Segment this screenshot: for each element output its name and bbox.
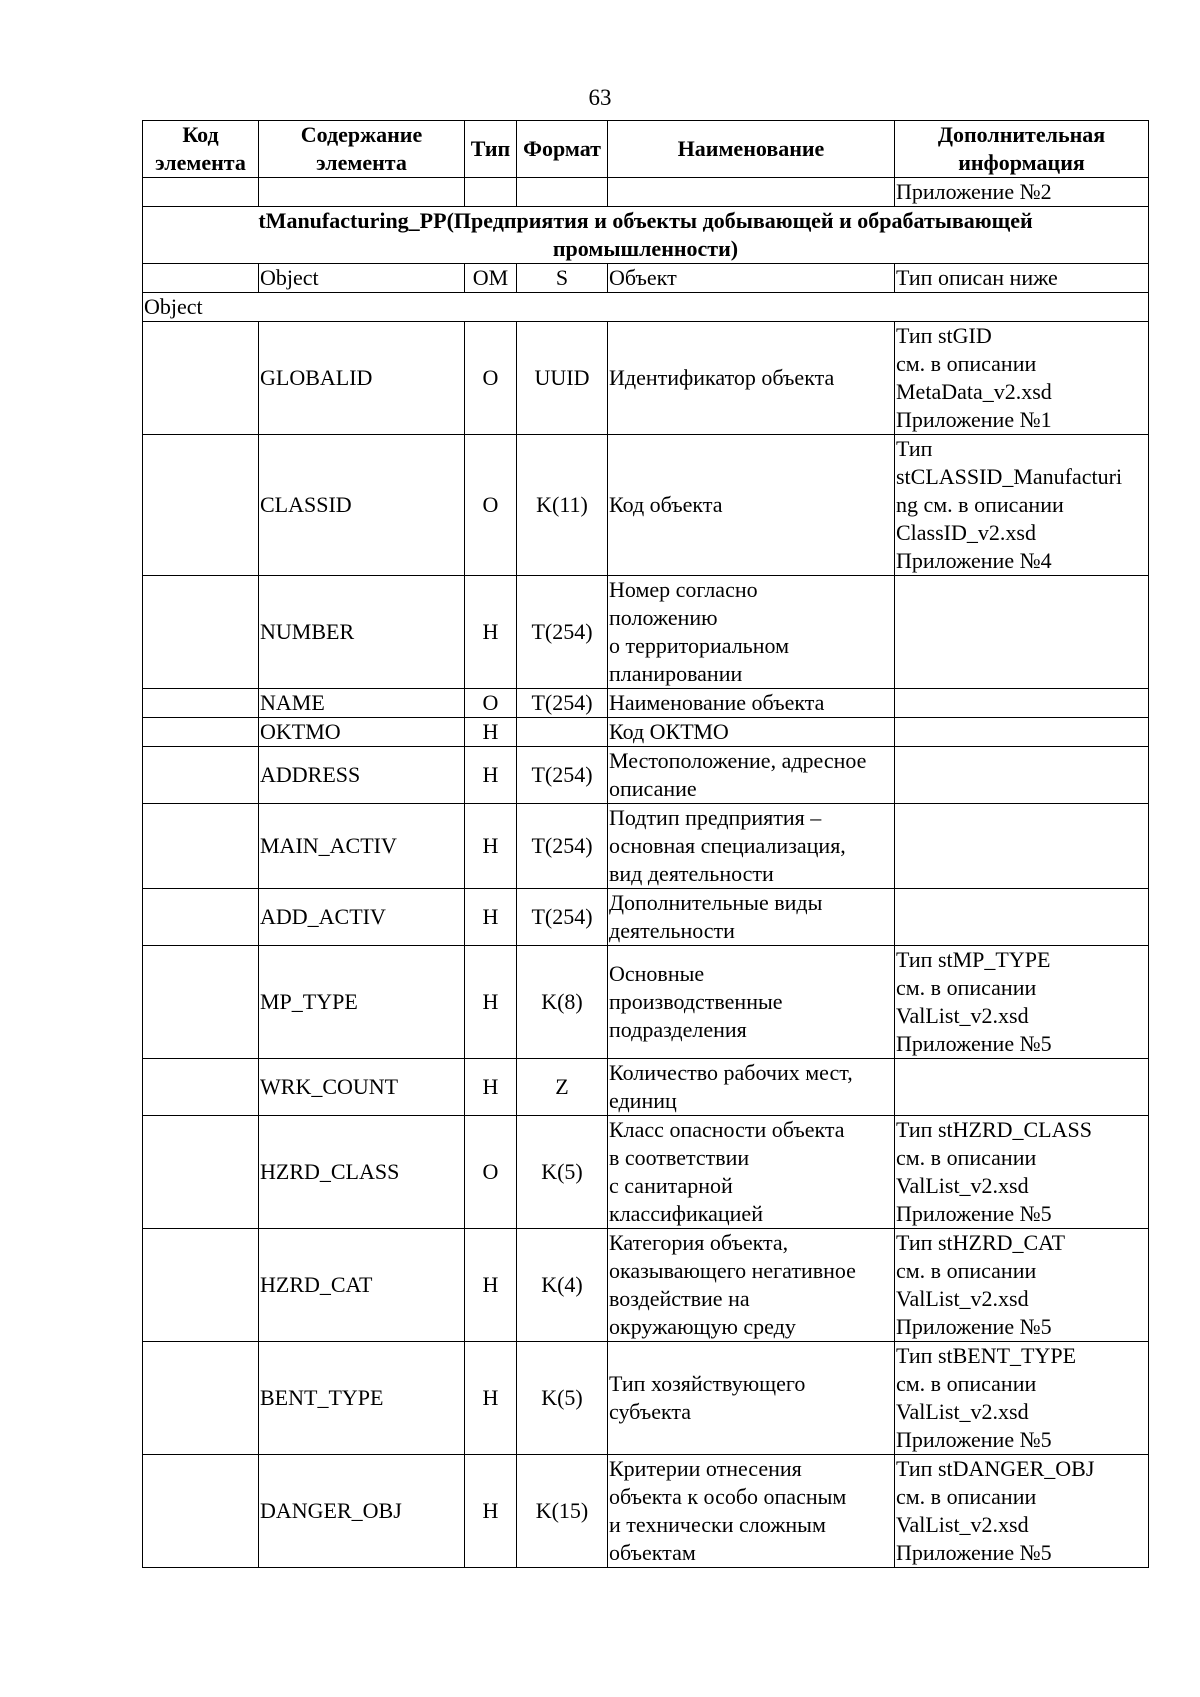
- element-content-cell: DANGER_OBJ: [259, 1455, 465, 1568]
- element-format-cell: K(5): [517, 1116, 608, 1229]
- element-info-cell: Тип stCLASSID_Manufacturi ng см. в описании ClassID_v2.xsd Приложение №4: [895, 435, 1149, 576]
- header-format: Формат: [517, 121, 608, 178]
- element-code-cell: [143, 1059, 259, 1116]
- section-title: tManufacturing_PP(Предприятия и объекты добывающей и обрабатывающей промышленности): [143, 207, 1149, 264]
- subsection-title: Object: [143, 293, 1149, 322]
- table-row: [143, 1342, 1149, 1455]
- element-info-cell: [895, 804, 1149, 889]
- element-type-cell: Н: [465, 889, 517, 946]
- element-type-cell: О: [465, 1116, 517, 1229]
- element-code-cell: [143, 889, 259, 946]
- element-info-cell: [895, 689, 1149, 718]
- element-format-cell: [517, 718, 608, 747]
- element-code-cell: [143, 689, 259, 718]
- element-code-cell: [143, 718, 259, 747]
- element-info-cell: [895, 747, 1149, 804]
- element-code-cell: [143, 804, 259, 889]
- element-code-cell: [143, 1342, 259, 1455]
- table-row: [143, 1116, 1149, 1229]
- element-info-cell: Тип stGID см. в описании MetaData_v2.xsd Приложение №1: [895, 322, 1149, 435]
- element-format-cell: T(254): [517, 889, 608, 946]
- element-format-cell: K(5): [517, 1342, 608, 1455]
- table-row: [143, 1059, 1149, 1116]
- object-name: Объект: [608, 264, 895, 293]
- element-content-cell: NAME: [259, 689, 465, 718]
- element-type-cell: Н: [465, 1342, 517, 1455]
- element-format-cell: T(254): [517, 576, 608, 689]
- element-content-cell: NUMBER: [259, 576, 465, 689]
- element-format-cell: T(254): [517, 689, 608, 718]
- carry-over-row: [143, 178, 1149, 207]
- object-row: [143, 264, 1149, 293]
- element-code-cell: [143, 1116, 259, 1229]
- object-type: ОМ: [465, 264, 517, 293]
- element-code-cell: [143, 1229, 259, 1342]
- element-type-cell: Н: [465, 804, 517, 889]
- table-row: [143, 747, 1149, 804]
- element-format-cell: T(254): [517, 804, 608, 889]
- element-name-cell: Количество рабочих мест, единиц: [608, 1059, 895, 1116]
- table-row: [143, 804, 1149, 889]
- element-name-cell: Дополнительные виды деятельности: [608, 889, 895, 946]
- element-name-cell: Код объекта: [608, 435, 895, 576]
- element-info-cell: Тип stHZRD_CAT см. в описании ValList_v2.xsd Приложение №5: [895, 1229, 1149, 1342]
- table-row: [143, 322, 1149, 435]
- table-row: [143, 689, 1149, 718]
- table-row: [143, 1229, 1149, 1342]
- element-name-cell: Номер согласно положению о территориальном планировании: [608, 576, 895, 689]
- element-code-cell: [143, 1455, 259, 1568]
- element-content-cell: OKTMO: [259, 718, 465, 747]
- element-name-cell: Класс опасности объекта в соответствии с санитарной классификацией: [608, 1116, 895, 1229]
- element-content-cell: MP_TYPE: [259, 946, 465, 1059]
- object-content: Object: [259, 264, 465, 293]
- element-info-cell: [895, 889, 1149, 946]
- header-element-content: Содержание элемента: [259, 121, 465, 178]
- object-info: Тип описан ниже: [895, 264, 1149, 293]
- element-type-cell: Н: [465, 718, 517, 747]
- element-name-cell: Идентификатор объекта: [608, 322, 895, 435]
- element-format-cell: K(8): [517, 946, 608, 1059]
- element-content-cell: WRK_COUNT: [259, 1059, 465, 1116]
- element-format-cell: Z: [517, 1059, 608, 1116]
- element-format-cell: K(11): [517, 435, 608, 576]
- header-element-code: Код элемента: [143, 121, 259, 178]
- table-header-row: [143, 121, 1149, 178]
- element-format-cell: K(15): [517, 1455, 608, 1568]
- element-type-cell: Н: [465, 576, 517, 689]
- element-code-cell: [143, 747, 259, 804]
- element-code-cell: [143, 946, 259, 1059]
- element-content-cell: BENT_TYPE: [259, 1342, 465, 1455]
- element-type-cell: Н: [465, 1059, 517, 1116]
- element-type-cell: Н: [465, 1455, 517, 1568]
- element-name-cell: Критерии отнесения объекта к особо опасным и технически сложным объектам: [608, 1455, 895, 1568]
- element-name-cell: Тип хозяйствующего субъекта: [608, 1342, 895, 1455]
- element-name-cell: Подтип предприятия – основная специализация, вид деятельности: [608, 804, 895, 889]
- table-row: [143, 1455, 1149, 1568]
- element-type-cell: Н: [465, 1229, 517, 1342]
- element-info-cell: Тип stHZRD_CLASS см. в описании ValList_v2.xsd Приложение №5: [895, 1116, 1149, 1229]
- element-name-cell: Основные производственные подразделения: [608, 946, 895, 1059]
- element-info-cell: Тип stBENT_TYPE см. в описании ValList_v2.xsd Приложение №5: [895, 1342, 1149, 1455]
- element-content-cell: ADD_ACTIV: [259, 889, 465, 946]
- element-info-cell: Тип stDANGER_OBJ см. в описании ValList_v2.xsd Приложение №5: [895, 1455, 1149, 1568]
- element-code-cell: [143, 322, 259, 435]
- element-format-cell: K(4): [517, 1229, 608, 1342]
- table-row: [143, 576, 1149, 689]
- element-info-cell: [895, 718, 1149, 747]
- element-code-cell: [143, 576, 259, 689]
- element-content-cell: HZRD_CAT: [259, 1229, 465, 1342]
- element-content-cell: HZRD_CLASS: [259, 1116, 465, 1229]
- element-content-cell: ADDRESS: [259, 747, 465, 804]
- element-name-cell: Наименование объекта: [608, 689, 895, 718]
- element-type-cell: О: [465, 435, 517, 576]
- element-info-cell: [895, 576, 1149, 689]
- header-name: Наименование: [608, 121, 895, 178]
- table-row: [143, 718, 1149, 747]
- header-additional-info: Дополнительная информация: [895, 121, 1149, 178]
- element-format-cell: T(254): [517, 747, 608, 804]
- element-code-cell: [143, 435, 259, 576]
- header-type: Тип: [465, 121, 517, 178]
- element-type-cell: О: [465, 322, 517, 435]
- element-name-cell: Местоположение, адресное описание: [608, 747, 895, 804]
- element-type-cell: О: [465, 689, 517, 718]
- element-format-cell: UUID: [517, 322, 608, 435]
- element-info-cell: Тип stMP_TYPE см. в описании ValList_v2.xsd Приложение №5: [895, 946, 1149, 1059]
- table-row: [143, 946, 1149, 1059]
- element-content-cell: GLOBALID: [259, 322, 465, 435]
- element-name-cell: Категория объекта, оказывающего негативное воздействие на окружающую среду: [608, 1229, 895, 1342]
- subsection-row: [143, 293, 1149, 322]
- section-title-row: [143, 207, 1149, 264]
- element-content-cell: CLASSID: [259, 435, 465, 576]
- element-spec-table: [142, 120, 1149, 1568]
- element-content-cell: MAIN_ACTIV: [259, 804, 465, 889]
- element-type-cell: Н: [465, 946, 517, 1059]
- element-type-cell: Н: [465, 747, 517, 804]
- table-row: [143, 889, 1149, 946]
- object-format: S: [517, 264, 608, 293]
- carry-over-info: Приложение №2: [895, 178, 1149, 207]
- page-number: 63: [588, 85, 612, 110]
- element-info-cell: [895, 1059, 1149, 1116]
- element-name-cell: Код ОКТМО: [608, 718, 895, 747]
- table-row: [143, 435, 1149, 576]
